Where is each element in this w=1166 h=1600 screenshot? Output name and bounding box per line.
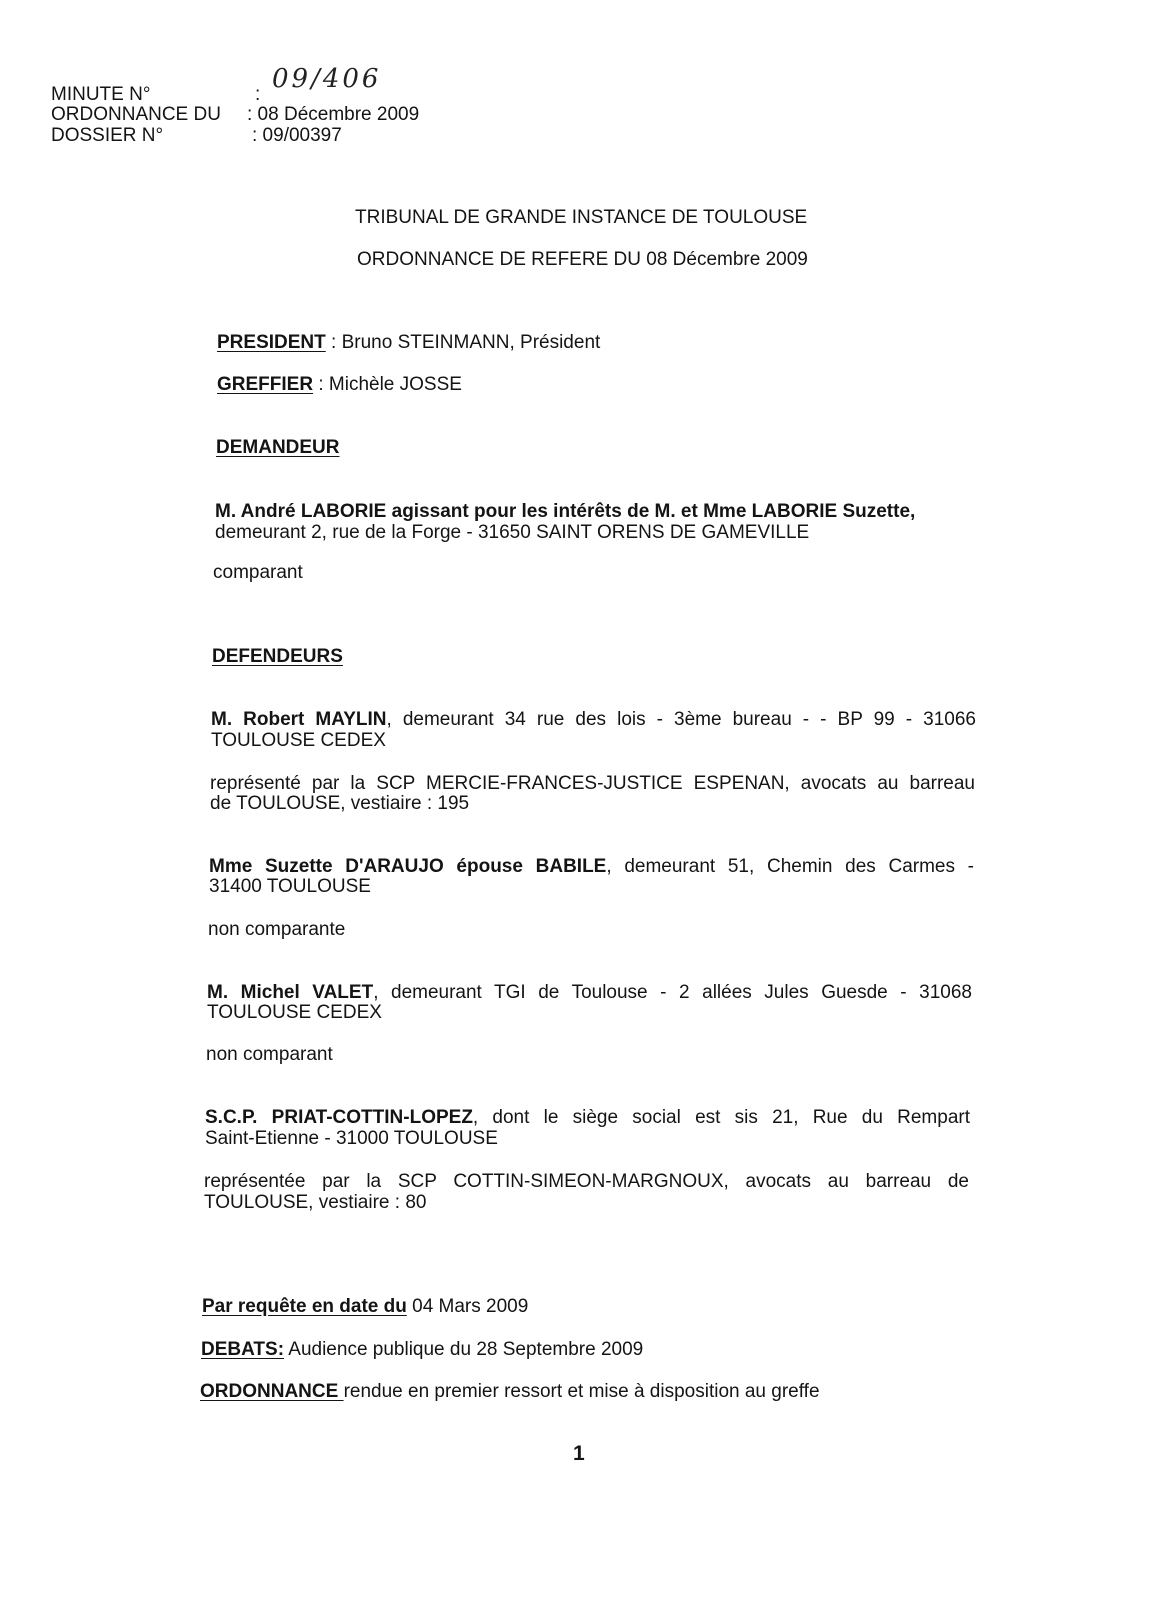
greffier-value: : Michèle JOSSE [313,374,462,395]
defendeur-babile-status: non comparante [208,919,346,940]
party-address: , dont le siège social est sis 21, Rue du Rempart [472,1107,970,1128]
requete-line [202,1296,528,1318]
minute-colon: : [255,84,261,105]
defendeur-babile-line2: 31400 TOULOUSE [209,876,371,897]
page-number: 1 [573,1442,585,1465]
greffier-line [217,374,462,396]
ordonnance-value: rendue en premier ressort et mise à disposition au greffe [343,1381,820,1402]
defendeur-scp-line2: Saint-Etienne - 31000 TOULOUSE [205,1128,498,1149]
minute-handwritten-number: 09/406 [272,64,382,94]
party-name: S.C.P. PRIAT-COTTIN-LOPEZ [205,1107,473,1128]
defendeur-maylin-representation: représenté par la SCP MERCIE-FRANCES-JUSTICE ESPENAN, avocats au barreau [210,773,975,794]
party-address: , demeurant 51, Chemin des Carmes - [606,856,975,877]
dossier-label: DOSSIER N° [51,125,164,146]
president-label: PRESIDENT [217,332,326,353]
president-line [217,332,600,354]
defendeur-babile-line1 [209,856,974,878]
debats-line [201,1339,643,1361]
demandeur-name: M. André LABORIE agissant pour les intérêts de M. et Mme LABORIE Suzette, [215,501,916,522]
defendeur-scp-vestiaire: TOULOUSE, vestiaire : 80 [204,1192,427,1213]
dossier-number: : 09/00397 [252,125,342,146]
ordonnance-line [200,1381,820,1403]
defendeur-maylin-line1 [211,709,976,731]
ordonnance-label-bold: ORDONNANCE [200,1381,344,1402]
demandeur-address: demeurant 2, rue de la Forge - 31650 SAINT ORENS DE GAMEVILLE [215,522,810,543]
defendeurs-heading [212,646,343,668]
defendeur-maylin-vestiaire: de TOULOUSE, vestiaire : 195 [210,793,470,814]
defendeur-valet-line2: TOULOUSE CEDEX [207,1002,382,1023]
party-name: Mme Suzette D'ARAUJO épouse BABILE [209,856,607,877]
president-value: : Bruno STEINMANN, Président [325,332,601,353]
demandeur-heading [216,437,340,459]
party-address: , demeurant TGI de Toulouse - 2 allées Jules Guesde - 31068 [373,982,972,1003]
party-name: M. Robert MAYLIN [211,709,387,730]
requete-date: 04 Mars 2009 [406,1296,529,1317]
defendeur-maylin-line2: TOULOUSE CEDEX [211,730,386,751]
ordonnance-date: : 08 Décembre 2009 [247,104,420,125]
requete-label: Par requête en date du [202,1296,407,1317]
demandeur-heading-text: DEMANDEUR [216,437,340,458]
defendeur-valet-status: non comparant [206,1044,333,1065]
court-subtitle: ORDONNANCE DE REFERE DU 08 Décembre 2009 [357,249,808,270]
ordonnance-label: ORDONNANCE DU [51,104,221,125]
demandeur-line1 [215,501,915,523]
defendeurs-heading-text: DEFENDEURS [212,646,343,667]
defendeur-scp-line1 [205,1107,970,1129]
greffier-label: GREFFIER [217,374,314,395]
party-address: , demeurant 34 rue des lois - 3ème bureau - - BP 99 - 31066 [386,709,976,730]
party-name: M. Michel VALET [207,982,374,1003]
minute-label: MINUTE N° [51,84,151,105]
demandeur-status: comparant [213,562,303,583]
debats-label: DEBATS: [201,1339,285,1360]
court-title: TRIBUNAL DE GRANDE INSTANCE DE TOULOUSE [355,207,808,228]
defendeur-scp-representation: représentée par la SCP COTTIN-SIMEON-MARGNOUX, avocats au barreau de [204,1171,969,1192]
debats-value: Audience publique du 28 Septembre 2009 [284,1339,644,1360]
defendeur-valet-line1 [207,982,972,1004]
